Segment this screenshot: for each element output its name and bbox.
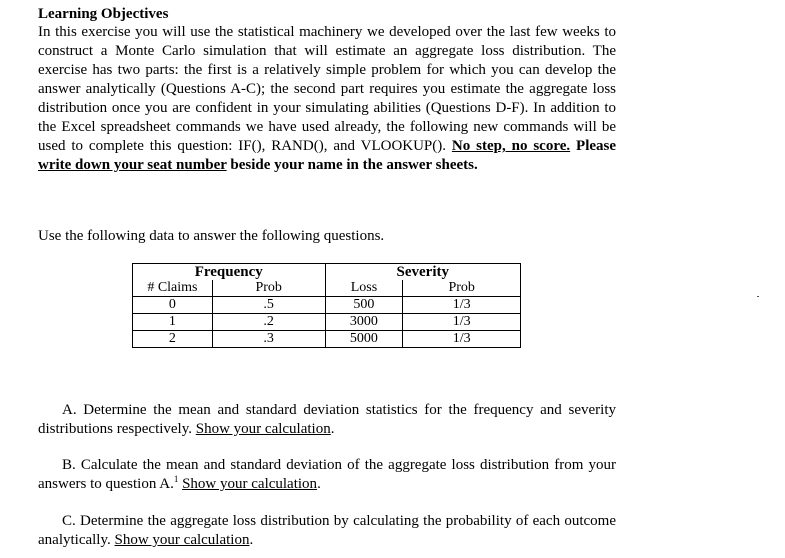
sev-prob-cell: 1/3 [403,297,521,314]
claims-header: # Claims [133,280,213,297]
table-row [133,331,521,348]
question-c-show-calc: Show your calculation [114,532,250,548]
question-b-show-calc: Show your calculation [182,476,318,492]
table-row [133,314,521,331]
question-c: C. Determine the aggregate loss distribution by calculating the probability of each outcome analytically. Show your calculation. [38,513,616,548]
question-a-show-calc: Show your calculation [195,421,331,437]
loss-header: Loss [325,280,403,297]
data-intro-text: Use the following data to answer the following questions. [38,228,385,244]
loss-cell: 5000 [325,331,403,348]
claims-cell: 0 [133,297,213,314]
please-text: Please [570,138,617,154]
freq-prob-cell: .3 [212,331,325,348]
claims-cell: 1 [133,314,213,331]
question-b-text: B. Calculate the mean and standard deviation of the aggregate loss distribution from your answers to question A. [38,457,616,492]
severity-title: Severity [325,264,520,281]
frequency-title: Frequency [133,264,326,281]
footnote-marker: 1 [173,474,179,484]
seat-number-instruction: write down your seat number [38,157,227,173]
claims-cell: 2 [133,331,213,348]
loss-cell: 3000 [325,314,403,331]
intro-body: In this exercise you will use the statistical machinery we developed over the last few weeks to construct a Monte Carlo simulation that will estimate an aggregate loss distribution. The exercise has two parts: the first is a relatively simple problem for which you can develop the answer analytically (Questions A-C); the second part requires you estimate the aggregate loss distribution once you are confident in your simulating abilities (Questions D-F). In addition to the Excel spreadsheet commands we have used already, the following new commands will be used to complete this question: IF(), RAND(), and VLOOKUP(). [38,24,616,154]
freq-prob-header: Prob [212,280,325,297]
freq-prob-cell: .5 [212,297,325,314]
data-table [132,263,521,348]
question-a-text: A. Determine the mean and standard deviation statistics for the frequency and severity distributions respectively. [38,402,616,437]
stray-mark [757,296,759,297]
section-heading: Learning Objectives [38,6,169,22]
question-b: B. Calculate the mean and standard deviation of the aggregate loss distribution from your answers to question A.$^1$ Show your calculation. [38,457,616,492]
sev-prob-header: Prob [403,280,521,297]
freq-prob-cell: .2 [212,314,325,331]
question-a: A. Determine the mean and standard deviation statistics for the frequency and severity distributions respectively. Show your calculation. [38,402,616,437]
loss-cell: 500 [325,297,403,314]
answer-sheet-instruction: beside your name in the answer sheets. [226,157,478,173]
no-step-warning: No step, no score. [451,138,571,154]
question-c-text: C. Determine the aggregate loss distribution by calculating the probability of each outcome analytically. [38,513,616,548]
table-row [133,297,521,314]
sev-prob-cell: 1/3 [403,314,521,331]
intro-paragraph [38,23,616,175]
sev-prob-cell: 1/3 [403,331,521,348]
